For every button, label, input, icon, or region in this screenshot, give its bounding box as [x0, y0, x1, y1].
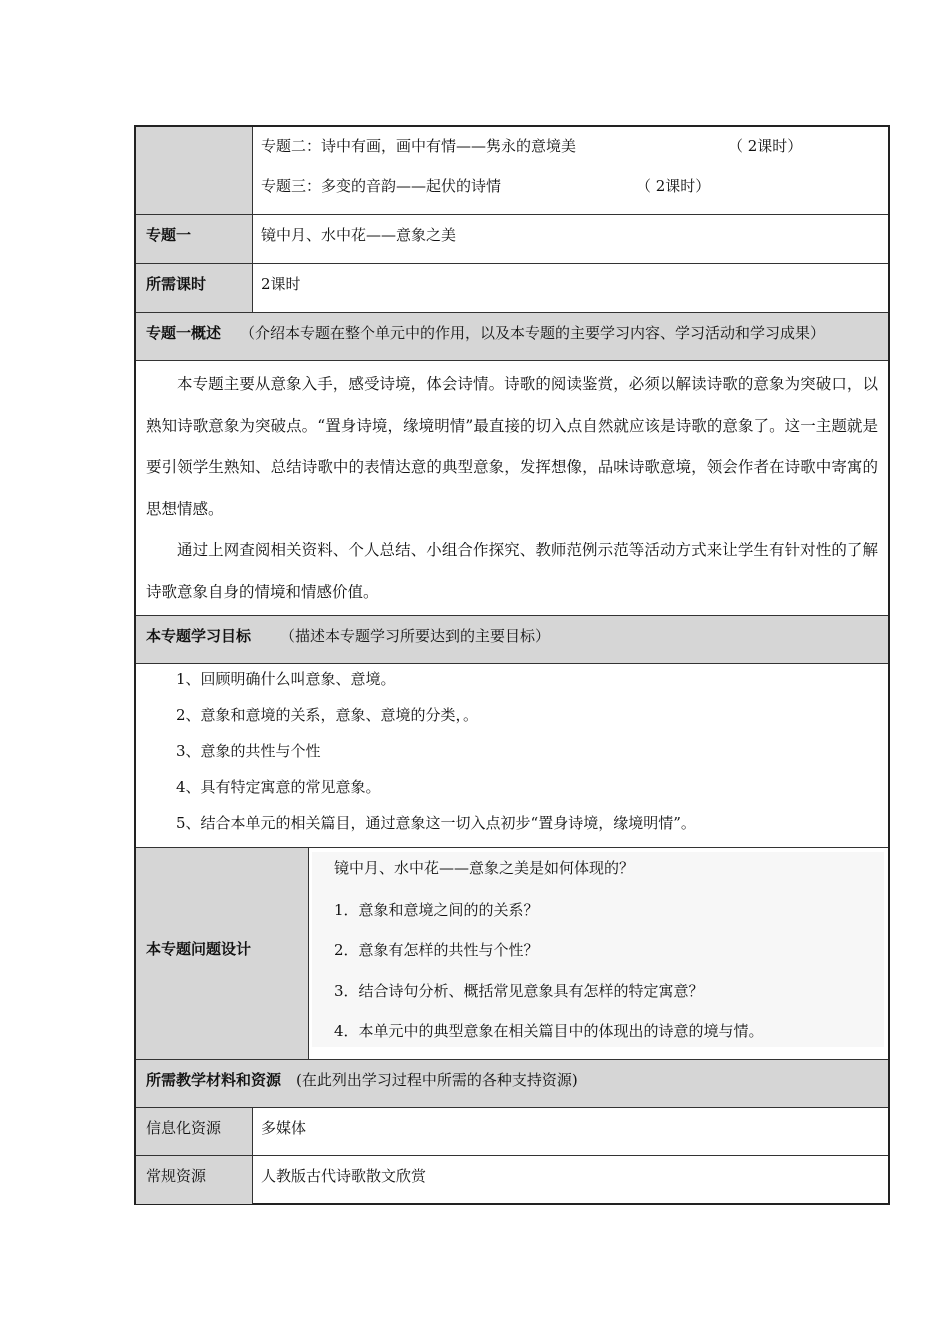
materials-label: 所需教学材料和资源 — [146, 1071, 282, 1089]
goal-item: 3、意象的共性与个性 — [176, 742, 321, 760]
row-questions — [136, 848, 888, 1060]
overview-label: 专题一概述 — [146, 324, 222, 342]
row-hours — [136, 264, 888, 313]
regular-resource-value: 人教版古代诗歌散文欣赏 — [261, 1167, 427, 1185]
row-info-resource — [136, 1108, 888, 1156]
goal-item: 4、具有特定寓意的常见意象。 — [176, 778, 381, 796]
row-regular-resource — [136, 1156, 888, 1204]
materials-hint: (在此列出学习过程中所需的各种支持资源) — [296, 1071, 578, 1089]
topic-one-value: 镜中月、水中花——意象之美 — [261, 226, 457, 244]
row-goals-header — [136, 616, 888, 664]
goal-item: 5、结合本单元的相关篇目，通过意象这一切入点初步“置身诗境，缘境明情”。 — [176, 814, 696, 832]
topic3-title: 专题三：多变的音韵——起伏的诗情 — [261, 177, 502, 195]
goal-item: 1、回顾明确什么叫意象、意境。 — [176, 670, 396, 688]
topic3-hours: （ 2课时） — [636, 177, 711, 195]
topic-one-label: 专题一 — [146, 226, 192, 244]
plan-table — [134, 125, 890, 1205]
row-topic-one — [136, 215, 888, 264]
goals-hint: （描述本专题学习所要达到的主要目标） — [280, 627, 551, 645]
info-resource-label: 信息化资源 — [146, 1119, 222, 1137]
row-other-topics — [136, 127, 888, 215]
question-item: 3．结合诗句分析、概括常见意象具有怎样的特定寓意？ — [334, 982, 704, 1000]
overview-paragraph-2: 通过上网查阅相关资料、个人总结、小组合作探究、教师范例示范等活动方式来让学生有针对性的了解诗歌意象自身的情境和情感价值。 — [146, 541, 878, 601]
regular-resource-label: 常规资源 — [146, 1167, 207, 1185]
topic2-title: 专题二：诗中有画，画中有情——隽永的意境美 — [261, 137, 577, 155]
row-materials-header — [136, 1060, 888, 1108]
questions-intro: 镜中月、水中花——意象之美是如何体现的？ — [334, 859, 635, 877]
overview-paragraph-1: 本专题主要从意象入手，感受诗境，体会诗情。诗歌的阅读鉴赏，必须以解读诗歌的意象为突破口，以熟知诗歌意象为突破点。“置身诗境，缘境明情”最直接的切入点自然就应该是诗歌的意象了。这一主题就是要引领学生熟知、总结诗歌中的表情达意的典型意象，发挥想像，品味诗歌意境，领会作者在诗歌中寄寓的思想情感。 — [146, 375, 878, 518]
topic2-hours: （ 2课时） — [728, 137, 803, 155]
left-label-cell — [136, 127, 252, 214]
info-resource-value: 多媒体 — [261, 1119, 307, 1137]
questions-label: 本专题问题设计 — [146, 940, 252, 958]
hours-label: 所需课时 — [146, 275, 207, 293]
question-item: 4．本单元中的典型意象在相关篇目中的体现出的诗意的境与情。 — [334, 1022, 764, 1040]
question-item: 1．意象和意境之间的的关系？ — [334, 901, 539, 919]
question-item: 2．意象有怎样的共性与个性？ — [334, 941, 539, 959]
overview-text — [146, 364, 878, 613]
row-overview-header — [136, 313, 888, 361]
row-overview-body — [136, 361, 888, 616]
hours-value: 2课时 — [261, 275, 301, 293]
goal-item: 2、意象和意境的关系，意象、意境的分类，。 — [176, 706, 479, 724]
questions-panel — [312, 852, 884, 1047]
overview-hint: （介绍本专题在整个单元中的作用，以及本专题的主要学习内容、学习活动和学习成果） — [240, 324, 826, 342]
row-goals-body — [136, 664, 888, 848]
goals-label: 本专题学习目标 — [146, 627, 252, 645]
